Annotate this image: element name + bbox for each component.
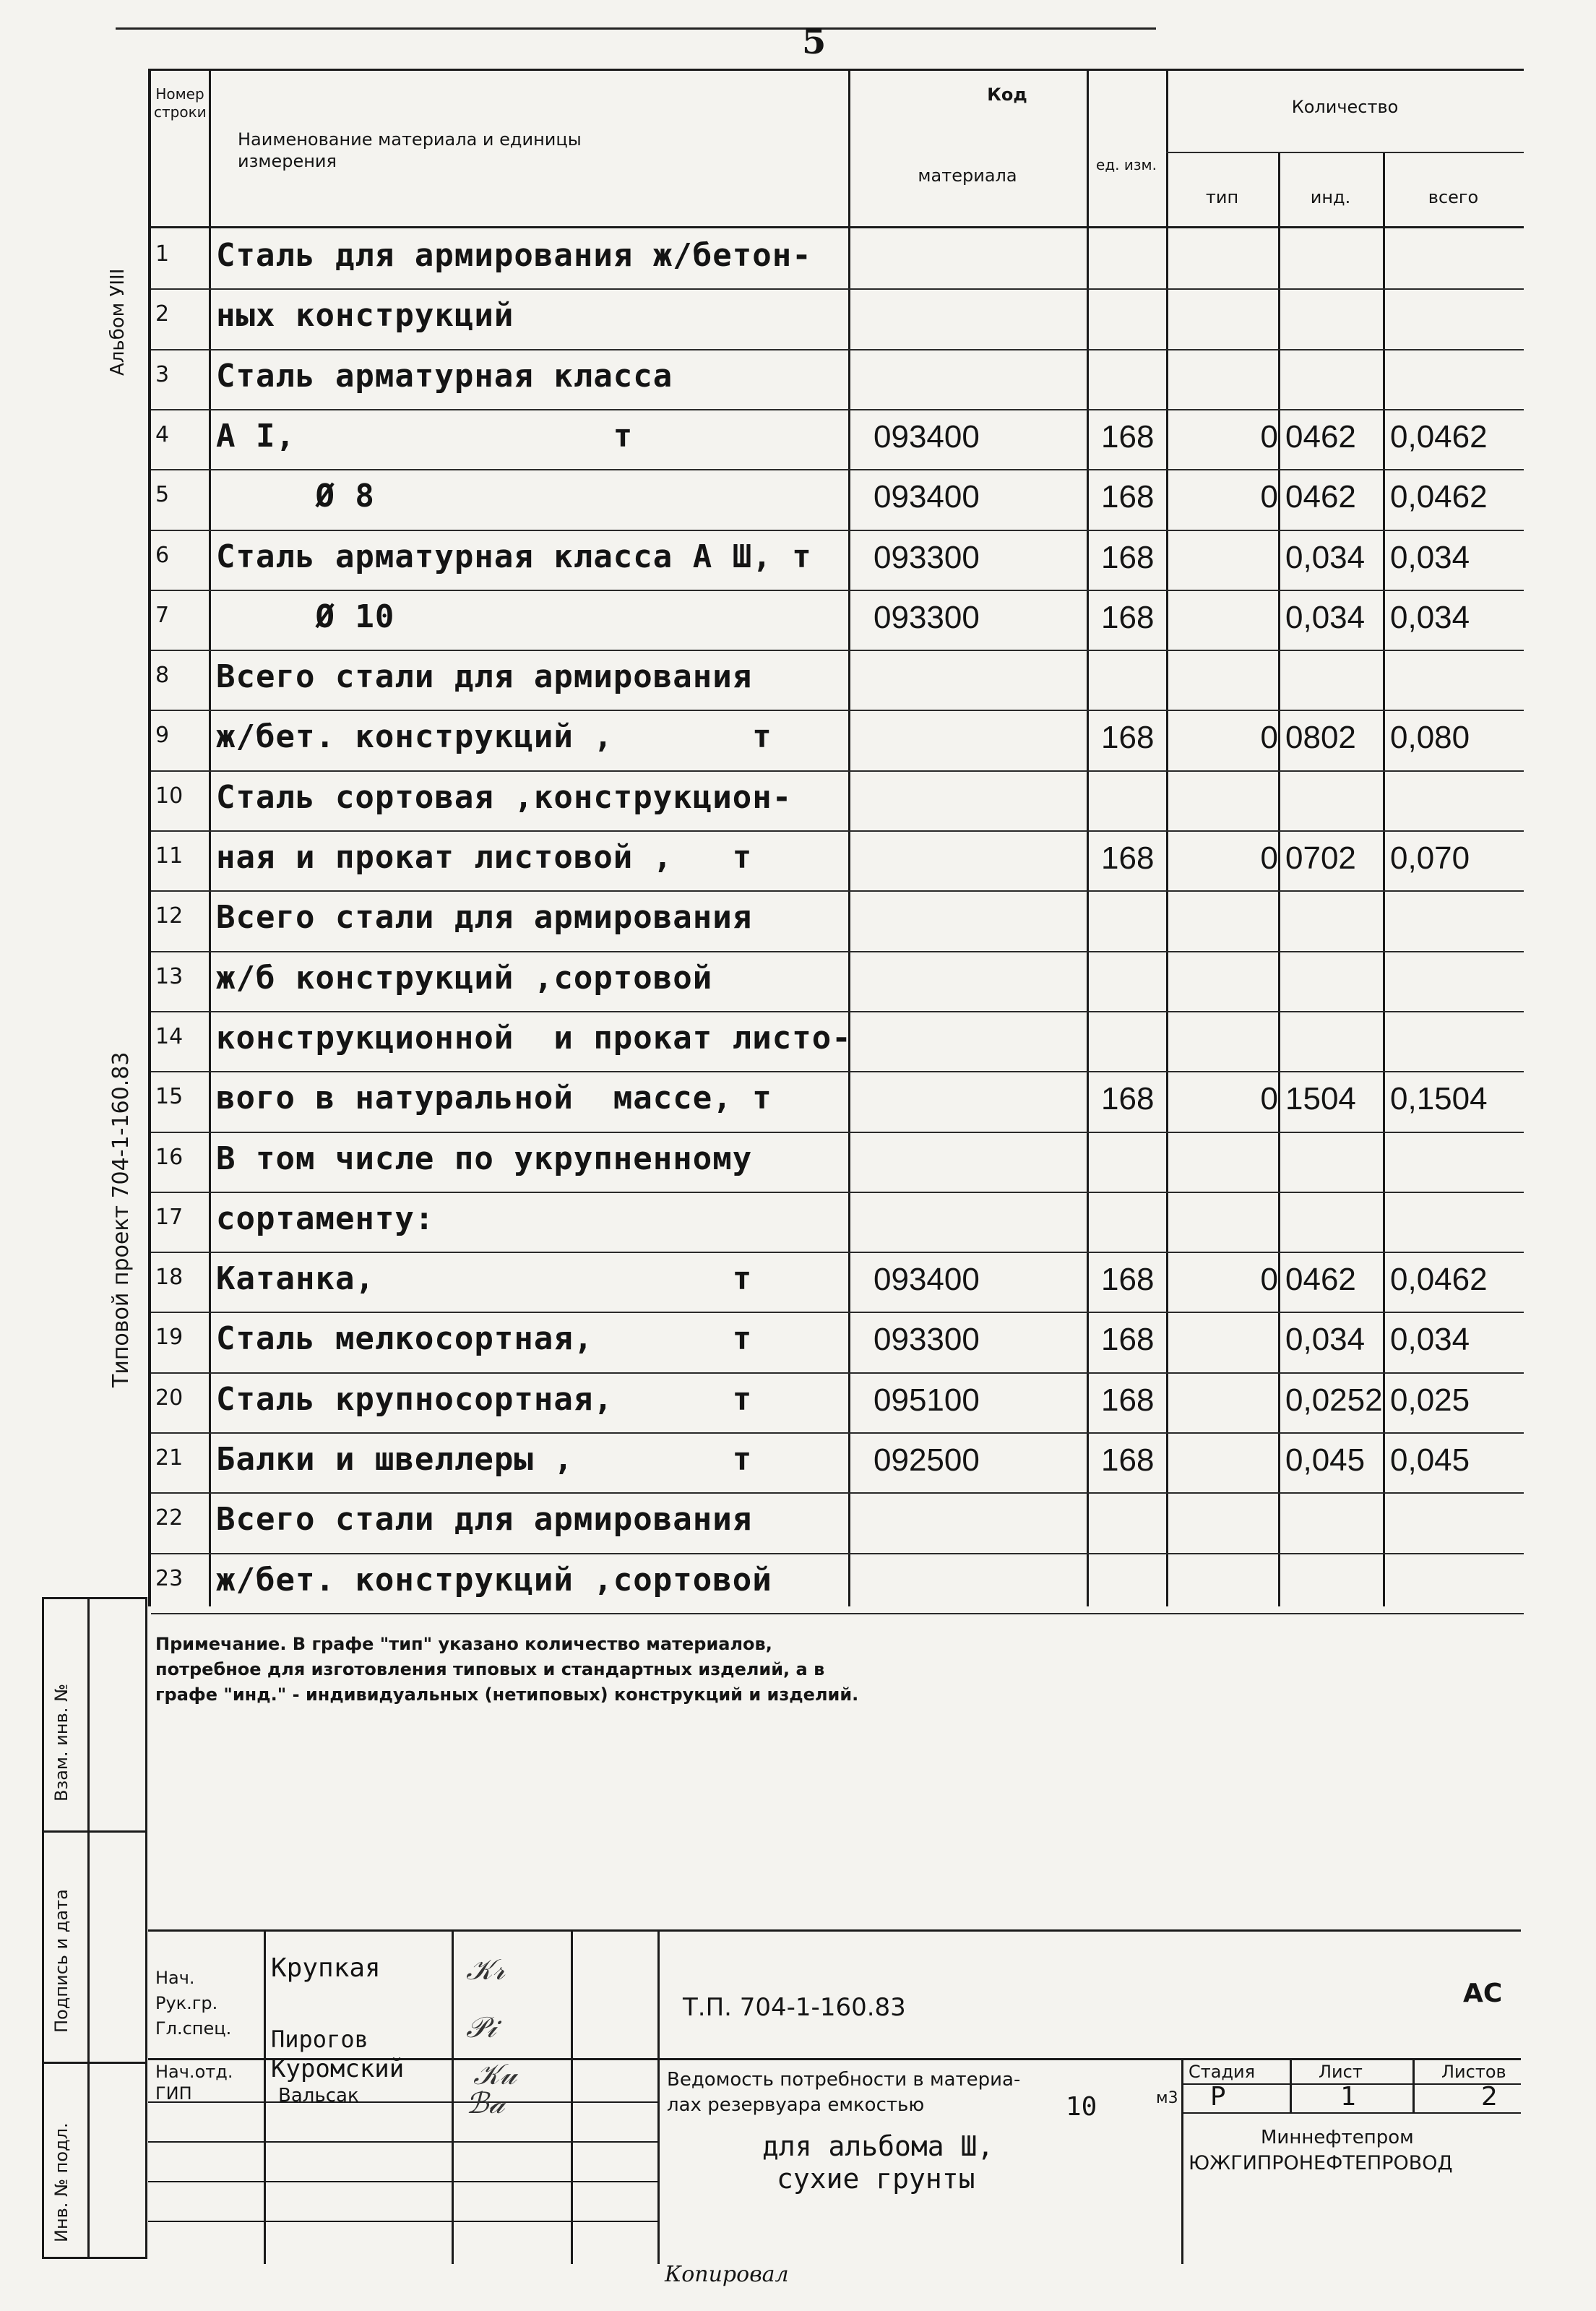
row-name: ная и прокат листовой , т — [216, 839, 753, 876]
individual-cell: 0,034 — [1285, 540, 1366, 575]
row-number: 15 — [155, 1084, 184, 1109]
row-name: А I, т — [216, 418, 634, 455]
role-1: Рук.гр. — [155, 1993, 218, 2013]
row-number: 11 — [155, 843, 184, 869]
individual-cell: 0,034 — [1285, 1322, 1366, 1357]
row-name: Сталь арматурная класса А Ш, т — [216, 538, 812, 575]
header-type: тип — [1205, 187, 1239, 207]
org-line1: Миннефтепром — [1261, 2127, 1414, 2148]
total-cell: 0,080 — [1390, 720, 1470, 755]
individual-cell: 0702 — [1285, 840, 1356, 876]
role-2: Гл.спец. — [155, 2018, 232, 2039]
doc-code: Т.П. 704-1-160.83 — [683, 1993, 906, 2022]
role-4: ГИП — [155, 2083, 192, 2104]
row-number: 5 — [155, 482, 170, 507]
header-code: Код — [987, 85, 1027, 105]
row-name: Балки и швеллеры , т — [216, 1441, 753, 1478]
row-name: вого в натуральной массе, т — [216, 1080, 772, 1116]
header-quantity: Количество — [1291, 97, 1399, 117]
code-cell: 093300 — [874, 1322, 980, 1357]
unit-cell: 168 — [1101, 1262, 1155, 1297]
row-name: ных конструкций — [216, 297, 514, 334]
header-total: всего — [1428, 187, 1479, 207]
signature-2: 𝒫𝒾 — [466, 2011, 496, 2044]
code-cell: 093300 — [874, 600, 980, 635]
individual-cell: 0,0252 — [1285, 1382, 1383, 1418]
row-number: 13 — [155, 964, 184, 989]
copied-label: Копировал — [665, 2262, 789, 2287]
type-cell: 0 — [1260, 720, 1278, 755]
code-cell: 093400 — [874, 479, 980, 515]
note-text: Примечание. В графе "тип" указано количество материалов, потребное для изготовления типовых и стандартных изделий, а в графе "инд." - индивидуальных (нетиповых) конструкций и изделий. — [155, 1634, 859, 1705]
unit-cell: 168 — [1101, 540, 1155, 575]
unit-cell: 168 — [1101, 1382, 1155, 1418]
header-name: Наименование материала и единицы измерения — [238, 129, 582, 171]
total-cell: 0,045 — [1390, 1442, 1470, 1478]
stage-label: Стадия — [1189, 2062, 1256, 2082]
row-number: 19 — [155, 1325, 184, 1350]
row-number: 8 — [155, 663, 170, 688]
row-name: ж/б конструкций ,сортовой — [216, 960, 713, 997]
row-number: 10 — [155, 783, 184, 809]
total-cell: 0,034 — [1390, 540, 1470, 575]
code-cell: 095100 — [874, 1382, 980, 1418]
row-number: 20 — [155, 1385, 184, 1411]
row-number: 2 — [155, 301, 170, 327]
row-name: сортаменту: — [216, 1200, 435, 1237]
total-cell: 0,0462 — [1390, 479, 1488, 515]
left-stamp — [42, 1597, 147, 2259]
row-number: 16 — [155, 1145, 184, 1170]
stamp-sign-label: Подпись и дата — [51, 1889, 72, 2033]
row-name: В том числе по укрупненному — [216, 1140, 753, 1177]
signature-4: ℬ𝒶 — [466, 2087, 505, 2120]
individual-cell: 1504 — [1285, 1081, 1356, 1116]
total-cell: 0,034 — [1390, 1322, 1470, 1357]
row-number: 6 — [155, 543, 170, 568]
row-name: Всего стали для армирования — [216, 1501, 753, 1538]
total-cell: 0,0462 — [1390, 419, 1488, 455]
row-name: Сталь для армирования ж/бетон- — [216, 237, 812, 274]
row-name: Сталь сортовая ,конструкцион- — [216, 779, 793, 816]
sheets-label: Листов — [1441, 2062, 1506, 2082]
stamp-inv-label: Взам. инв. № — [51, 1684, 72, 1802]
row-number: 12 — [155, 903, 184, 929]
row-number: 21 — [155, 1445, 184, 1471]
capacity-unit: м3 — [1156, 2089, 1178, 2107]
signature-3: 𝒦𝓊 — [473, 2058, 517, 2091]
desc-line3: для альбома Ш, — [762, 2130, 994, 2162]
row-number: 7 — [155, 603, 170, 628]
materials-table — [148, 69, 1524, 1606]
total-cell: 0,0462 — [1390, 1262, 1488, 1297]
code-cell: 093400 — [874, 419, 980, 455]
row-number: 14 — [155, 1024, 184, 1049]
row-name: Всего стали для армирования — [216, 899, 753, 936]
code-cell: 093300 — [874, 540, 980, 575]
unit-cell: 168 — [1101, 419, 1155, 455]
code-cell: 093400 — [874, 1262, 980, 1297]
type-cell: 0 — [1260, 1262, 1278, 1297]
row-name: Ø 8 — [216, 478, 375, 515]
doc-mark: АС — [1463, 1979, 1503, 2008]
album-label: Альбом УIII — [107, 268, 129, 376]
individual-cell: 0,034 — [1285, 600, 1366, 635]
row-number: 4 — [155, 422, 170, 447]
row-name: Сталь крупносортная, т — [216, 1381, 753, 1418]
type-cell: 0 — [1260, 419, 1278, 455]
project-label: Типовой проект 704-1-160.83 — [108, 1051, 134, 1387]
stamp-inv-orig-label: Инв. № подл. — [51, 2122, 72, 2242]
row-number: 22 — [155, 1505, 184, 1531]
unit-cell: 168 — [1101, 1322, 1155, 1357]
row-number: 3 — [155, 362, 170, 387]
header-individual: инд. — [1310, 187, 1351, 207]
unit-cell: 168 — [1101, 840, 1155, 876]
unit-cell: 168 — [1101, 1442, 1155, 1478]
role-0: Нач. — [155, 1968, 195, 1988]
individual-cell: 0462 — [1285, 419, 1356, 455]
type-cell: 0 — [1260, 479, 1278, 515]
desc-line1: Ведомость потребности в материа- — [667, 2069, 1021, 2091]
individual-cell: 0802 — [1285, 720, 1356, 755]
sheet-value: 1 — [1340, 2082, 1356, 2112]
type-cell: 0 — [1260, 1081, 1278, 1116]
row-name: Катанка, т — [216, 1260, 753, 1297]
stage-value: Р — [1210, 2082, 1226, 2112]
page-number: 5 — [802, 22, 827, 62]
individual-cell: 0,045 — [1285, 1442, 1366, 1478]
row-number: 18 — [155, 1265, 184, 1290]
sheet-label: Лист — [1319, 2062, 1363, 2082]
unit-cell: 168 — [1101, 600, 1155, 635]
name-2: Пирогов — [271, 2026, 368, 2053]
capacity: 10 — [1066, 2092, 1097, 2122]
signature-1: 𝒦𝓇 — [466, 1953, 505, 1987]
row-number: 17 — [155, 1205, 184, 1230]
role-3: Нач.отд. — [155, 2062, 233, 2082]
total-cell: 0,070 — [1390, 840, 1470, 876]
sheets-value: 2 — [1481, 2082, 1498, 2112]
row-number: 1 — [155, 241, 170, 267]
unit-cell: 168 — [1101, 479, 1155, 515]
org-line2: ЮЖГИПРОНЕФТЕПРОВОД — [1189, 2152, 1453, 2174]
unit-cell: 168 — [1101, 1081, 1155, 1116]
row-name: Сталь арматурная класса — [216, 358, 673, 395]
top-rule — [116, 27, 1156, 30]
name-3: Куромский — [271, 2054, 405, 2083]
desc-line2: лах резервуара емкостью — [667, 2094, 925, 2116]
unit-cell: 168 — [1101, 720, 1155, 755]
row-name: Ø 10 — [216, 598, 395, 635]
individual-cell: 0462 — [1285, 1262, 1356, 1297]
total-cell: 0,034 — [1390, 600, 1470, 635]
header-row-number: Номер строки — [154, 85, 207, 121]
row-number: 9 — [155, 723, 170, 748]
title-block — [148, 1929, 1521, 2264]
name-4: Вальсак — [278, 2085, 359, 2106]
code-cell: 092500 — [874, 1442, 980, 1478]
row-name: ж/бет. конструкций , т — [216, 718, 772, 755]
type-cell: 0 — [1260, 840, 1278, 876]
row-name: Сталь мелкосортная, т — [216, 1320, 753, 1357]
total-cell: 0,1504 — [1390, 1081, 1488, 1116]
desc-line4: сухие грунты — [777, 2163, 975, 2195]
row-name: Всего стали для армирования — [216, 658, 753, 695]
header-unit: ед. изм. — [1096, 156, 1157, 173]
total-cell: 0,025 — [1390, 1382, 1470, 1418]
row-name: конструкционной и прокат листо- — [216, 1020, 852, 1056]
row-number: 23 — [155, 1566, 184, 1591]
name-0: Крупкая — [271, 1953, 381, 1983]
header-material: материала — [918, 165, 1017, 186]
row-name: ж/бет. конструкций ,сортовой — [216, 1562, 772, 1598]
individual-cell: 0462 — [1285, 479, 1356, 515]
